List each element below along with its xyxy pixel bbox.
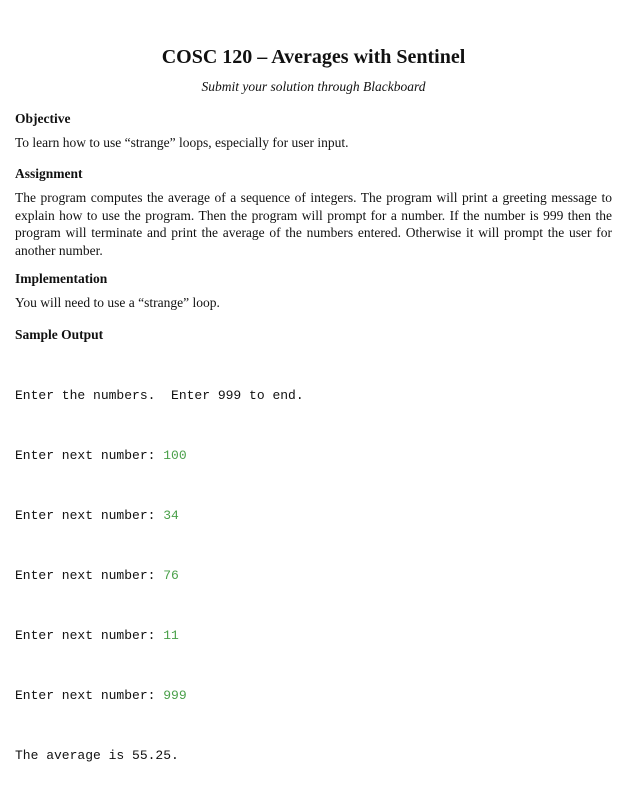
console-prompt-line: [15, 446, 612, 466]
user-input-value: 34: [163, 508, 179, 523]
assignment-heading: Assignment: [15, 166, 83, 181]
assignment-body: The program computes the average of a sequence of integers. The program will print a greeting message to explain how to use the program. Then the program will prompt for a number. If the number is 999 then the program will terminate and print the average of the numbers entered. Otherwise it will prompt the user for another number.: [15, 190, 612, 258]
console-prompt-line: [15, 686, 612, 706]
prompt-label: Enter next number:: [15, 508, 164, 523]
objective-heading: Objective: [15, 111, 71, 126]
user-input-value: 100: [163, 448, 187, 463]
console-prompt-line: [15, 506, 612, 526]
objective-body: To learn how to use “strange” loops, especially for user input.: [15, 135, 349, 150]
sample-output-section: [15, 326, 612, 806]
console-result-line: The average is 55.25.: [15, 748, 179, 763]
sample-output-heading: Sample Output: [15, 327, 104, 342]
prompt-label: Enter next number:: [15, 448, 164, 463]
prompt-label: Enter next number:: [15, 688, 164, 703]
implementation-heading: Implementation: [15, 271, 108, 286]
assignment-section: [15, 165, 612, 259]
sample-output-console: [15, 346, 612, 806]
document-subtitle: Submit your solution through Blackboard: [201, 79, 426, 94]
console-prompt-line: [15, 626, 612, 646]
user-input-value: 999: [163, 688, 187, 703]
document-title: COSC 120 – Averages with Sentinel: [161, 46, 466, 68]
user-input-value: 76: [163, 568, 179, 583]
objective-section: [15, 110, 612, 152]
console-intro-line: Enter the numbers. Enter 999 to end.: [15, 388, 304, 403]
implementation-body: You will need to use a “strange” loop.: [15, 295, 220, 310]
implementation-section: [15, 270, 612, 312]
user-input-value: 11: [163, 628, 179, 643]
console-prompt-line: [15, 566, 612, 586]
prompt-label: Enter next number:: [15, 568, 164, 583]
prompt-label: Enter next number:: [15, 628, 164, 643]
